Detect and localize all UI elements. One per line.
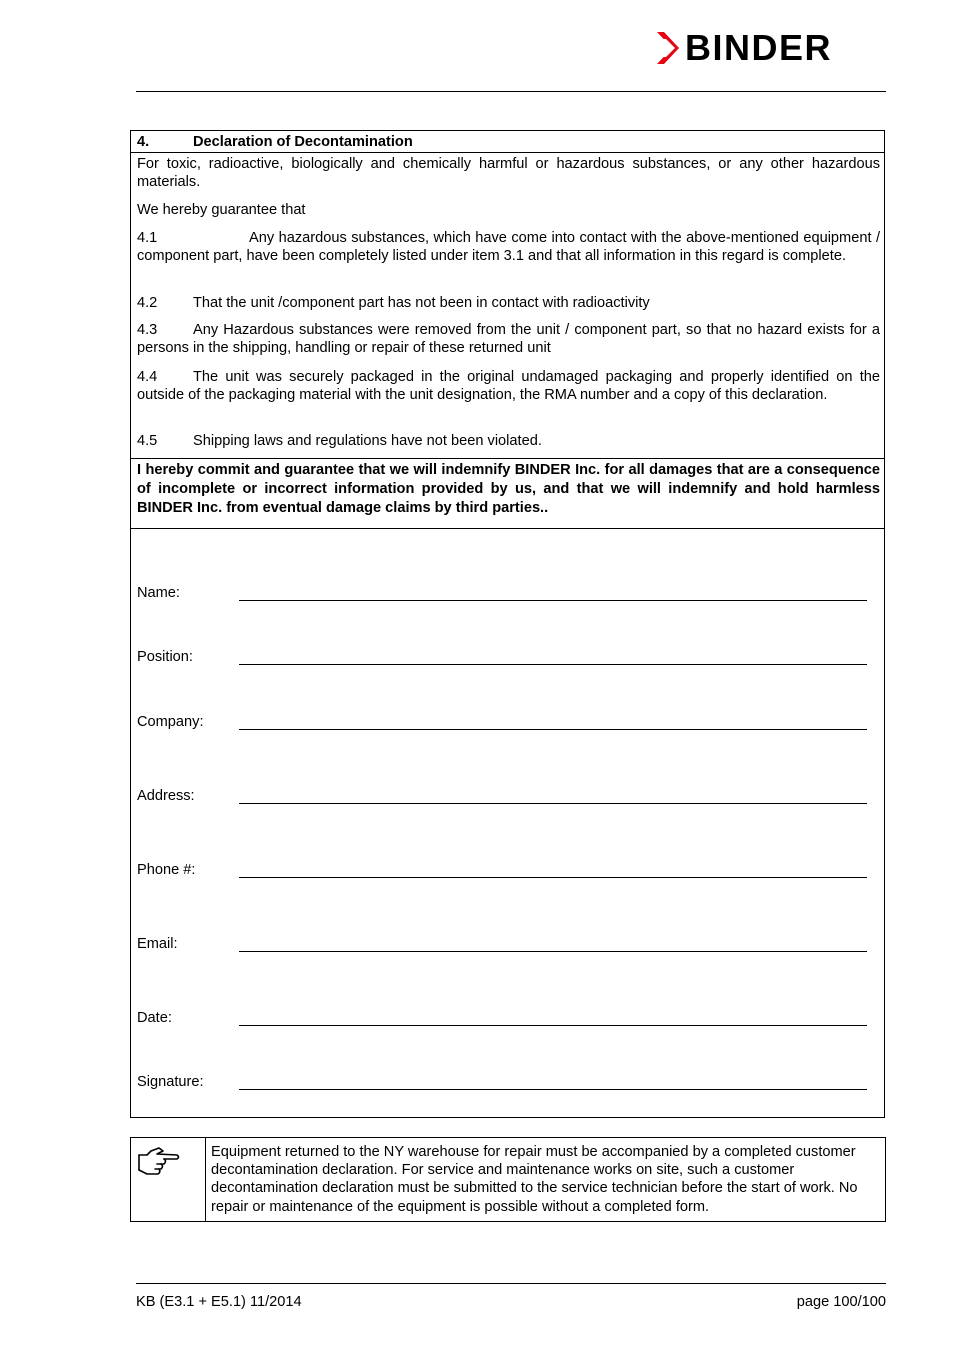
note-icon-cell [131, 1138, 206, 1221]
field-label: Phone #: [137, 862, 196, 878]
commit-top-rule [131, 458, 884, 459]
email-input-line[interactable] [239, 951, 867, 952]
name-input-line[interactable] [239, 600, 867, 601]
signature-input-line[interactable] [239, 1089, 867, 1090]
footer-rule [136, 1283, 886, 1284]
field-label: Date: [137, 1010, 172, 1026]
address-input-line[interactable] [239, 803, 867, 804]
email-field[interactable] [137, 936, 867, 956]
date-field[interactable] [137, 1010, 867, 1030]
page-number: page 100/100 [796, 1294, 886, 1310]
field-label: Address: [137, 788, 195, 804]
commit-bottom-rule [131, 528, 884, 529]
section-title-row [131, 131, 884, 153]
binder-logo [655, 27, 887, 68]
pointing-hand-icon [137, 1146, 181, 1180]
guarantee-text: We hereby guarantee that [137, 202, 306, 218]
company-field[interactable] [137, 714, 867, 734]
doc-reference: KB (E3.1 + E5.1) 11/2014 [136, 1294, 302, 1310]
note-text: Equipment returned to the NY warehouse for repair must be accompanied by a completed customer decontamination declaration. For service and maintenance works on site, such a customer decontamination declaration must be submitted to the service technician before the start of work. No repair or maintenance of the equipment is possible without a completed form. [211, 1144, 858, 1215]
position-input-line[interactable] [239, 664, 867, 665]
item-4-5: 4.5 Shipping laws and regulations have not been violated. [137, 433, 542, 449]
phone-input-line[interactable] [239, 877, 867, 878]
field-label: Name: [137, 585, 180, 601]
signature-field[interactable] [137, 1074, 867, 1094]
company-input-line[interactable] [239, 729, 867, 730]
header-rule [136, 91, 886, 92]
binder-logo-mark-icon [655, 30, 681, 66]
address-field[interactable] [137, 788, 867, 808]
declaration-box [130, 130, 885, 1118]
intro-text: For toxic, radioactive, biologically and chemically harmful or hazardous substances, or any other hazardous materials. [137, 156, 880, 191]
item-4-2: 4.2 That the unit /component part has not been in contact with radioactivity [137, 295, 650, 311]
note-box [130, 1137, 886, 1222]
item-4-3: 4.3 Any Hazardous substances were removed from the unit / component part, so that no hazard exists for a persons in the shipping, handling or repair of these returned unit [137, 322, 880, 357]
position-field[interactable] [137, 649, 867, 669]
section-number: 4. [137, 134, 150, 150]
name-field[interactable] [137, 585, 867, 605]
item-4-1: 4.1 Any hazardous substances, which have come into contact with the above-mentioned equipment / component part, have been completely listed under item 3.1 and that all information in this regard is complete. [137, 230, 880, 265]
item-4-4: 4.4 The unit was securely packaged in the original undamaged packaging and properly identified on the outside of the packaging material with the unit designation, the RMA number and a copy of this declaration. [137, 369, 880, 404]
field-label: Company: [137, 714, 204, 730]
field-label: Signature: [137, 1074, 204, 1090]
date-input-line[interactable] [239, 1025, 867, 1026]
field-label: Email: [137, 936, 178, 952]
logo-wordmark: BINDER [685, 27, 833, 68]
commitment-text: I hereby commit and guarantee that we will indemnify BINDER Inc. for all damages that are a consequence of incomplete or incorrect information provided by us, and that we will indemnify and hold harmless BINDER Inc. from eventual damage claims by third parties.. [137, 462, 880, 516]
section-title: Declaration of Decontamination [193, 134, 413, 150]
phone-field[interactable] [137, 862, 867, 882]
field-label: Position: [137, 649, 193, 665]
